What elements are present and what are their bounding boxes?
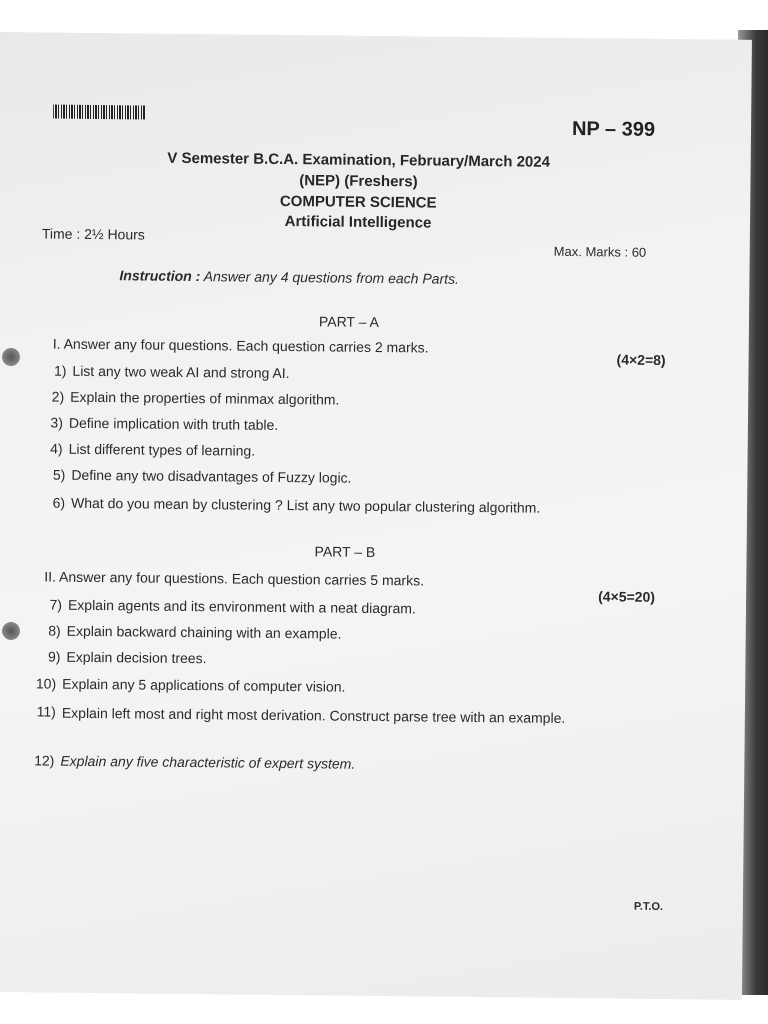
question-10: [30, 675, 590, 697]
question-4: [37, 440, 597, 462]
question-number: 5): [52, 466, 66, 483]
question-text: Explain any 5 applications of computer vision.: [62, 675, 346, 695]
instruction: [119, 267, 459, 287]
question-text: List different types of learning.: [68, 440, 256, 459]
scheme-label: (NEP) (Freshers): [299, 172, 418, 191]
punch-hole: [2, 348, 20, 366]
question-text: Explain the properties of minmax algorithm.: [70, 388, 340, 408]
question-text: Explain left most and right most derivation. Construct parse tree with an example.: [61, 704, 566, 726]
question-number: 8): [48, 622, 61, 639]
question-number: 6): [52, 494, 66, 511]
question-number: 11): [36, 703, 56, 720]
question-number: 12): [34, 752, 55, 769]
instruction-label: Instruction :: [119, 267, 201, 285]
exam-title: V Semester B.C.A. Examination, February/March 2024: [167, 149, 551, 171]
question-text: What do you mean by clustering ? List any two popular clustering algorithm.: [70, 494, 541, 516]
punch-hole: [2, 622, 20, 640]
question-text: Explain agents and its environment with a neat diagram.: [67, 596, 416, 617]
max-marks-label: Max. Marks : 60: [553, 243, 647, 260]
question-6: [39, 494, 659, 516]
question-text: Explain any five characteristic of expert system.: [60, 752, 356, 772]
question-number: 1): [53, 362, 67, 379]
barcode: [53, 105, 145, 120]
question-number: 3): [50, 414, 63, 431]
paper-title: Artificial Intelligence: [284, 212, 432, 232]
part-a-title: PART – A: [318, 313, 380, 330]
question-3: [37, 414, 597, 436]
part-b-title: PART – B: [314, 543, 376, 560]
question-number: 4): [50, 440, 63, 457]
question-7: [36, 596, 596, 618]
subject-title: COMPUTER SCIENCE: [279, 192, 437, 212]
question-text: List any two weak AI and strong AI.: [72, 362, 290, 382]
question-text: Explain backward chaining with an example.: [66, 622, 342, 642]
question-5: [39, 466, 599, 488]
time-label: Time : 2½ Hours: [41, 225, 145, 243]
instruction-text: Answer any 4 questions from each Parts.: [200, 268, 460, 287]
question-text: Define implication with truth table.: [68, 414, 279, 433]
question-number: 9): [47, 648, 61, 665]
pto-label: P.T.O.: [633, 900, 664, 913]
question-2: [38, 388, 598, 410]
question-11: [30, 703, 590, 727]
question-number: 7): [49, 596, 63, 613]
exam-paper: [0, 32, 752, 1000]
question-text: Explain decision trees.: [66, 648, 207, 667]
question-1: [40, 362, 600, 384]
question-text: Define any two disadvantages of Fuzzy logic.: [71, 466, 352, 486]
part-b-heading: II. Answer any four questions. Each question carries 5 marks.: [44, 568, 425, 589]
part-b-marks: (4×5=20): [598, 588, 656, 605]
part-a-heading: I. Answer any four questions. Each question carries 2 marks.: [52, 335, 429, 356]
part-a-marks: (4×2=8): [616, 351, 666, 368]
question-11-row: [30, 703, 590, 727]
question-number: 10): [35, 675, 57, 692]
paper-code: NP – 399: [571, 117, 656, 141]
question-8: [35, 622, 595, 644]
question-number: 2): [51, 388, 65, 405]
question-9: [34, 648, 594, 670]
question-12: [28, 752, 588, 774]
